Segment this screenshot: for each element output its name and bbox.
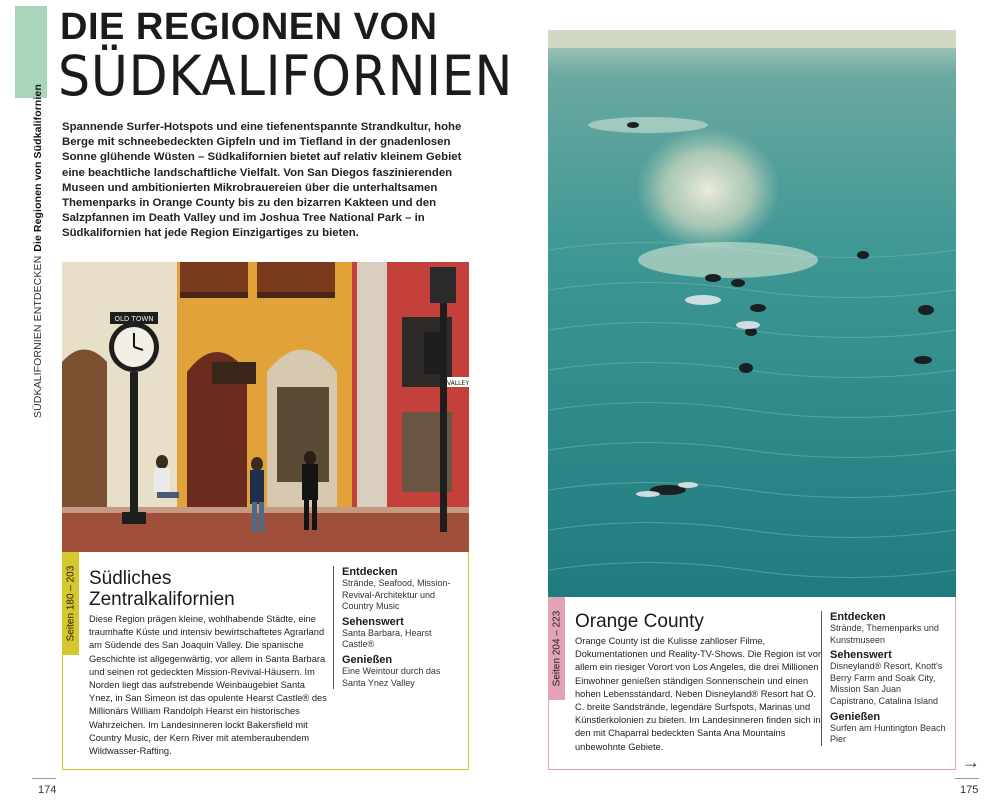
pages-tag-text: Seiten 180 – 203: [65, 565, 77, 642]
region-box-orange-county: [548, 597, 956, 770]
fact-text-sehenswert: Disneyland® Resort, Knott's Berry Farm and Soak City, Mission San Juan Capistrano, Catalina Island: [830, 661, 943, 706]
fact-text-geniessen: Eine Weintour durch das Santa Ynez Valley: [342, 665, 441, 688]
fact-text-sehenswert: Santa Barbara, Hearst Castle®: [342, 627, 432, 650]
pages-tag: [63, 552, 79, 655]
fact-heading-geniessen: Genießen: [342, 653, 393, 666]
fact-heading-sehenswert: Sehenswert: [342, 615, 404, 628]
region-name: Südliches Zentralkalifornien: [89, 568, 235, 610]
fact-heading-sehenswert: Sehenswert: [830, 649, 892, 662]
fact-heading-entdecken: Entdecken: [830, 611, 886, 623]
footer-rule-left: [32, 778, 56, 779]
footer-rule-right: [955, 778, 979, 779]
next-page-arrow-icon[interactable]: →: [962, 752, 980, 772]
region-description: Diese Region prägen kleine, wohlhabende Städte, eine traumhafte Küste und intensiv bewirtschaftetes Agrarland am Südende des San Joaquin Valley. Die spanische Geschichte ist allgegenwärtig, vor allem in Santa Barbara und seinen rot gedeckten Mission-Revival-Häusern. Im Norden liegt das aufstrebende Weinbaugebiet Santa Ynez, in San Simeon ist das opulente Hearst Castle® des Millionärs William Randolph Hearst ein historisches Wahrzeichen. Im Landesinneren lockt Bakersfield mit Country Music, der Kern River mit atemberaubendem Wildwasser-Rafting.: [89, 614, 327, 757]
fact-heading-geniessen: Genießen: [830, 710, 881, 723]
pages-tag: [549, 597, 565, 700]
intro-paragraph: Spannende Surfer-Hotspots und eine tiefenentspannte Strandkultur, hohe Berge mit schneebedeckten Gipfeln und im Tiefland in der gnadenlosen Sonne glühende Wüsten – Südkalifornien bietet auf relativ kleinem Gebiet eine beachtliche landschaftliche Vielfalt. Von San Diegos faszinierenden Museen und ambitionierten Mikrobrauereien über die unterhaltsamen Themenparks in Orange County bis zu den bizarren Kakteen und den Salzpfannen im Death Valley und im Joshua Tree National Park – in Südkalifornien hat jede Region Einzigartiges zu bieten.: [62, 121, 462, 240]
region-name: Orange County: [575, 611, 704, 632]
page-number-right: 175: [960, 784, 979, 796]
section-label: Die Regionen von Südkalifornien: [32, 84, 44, 252]
chapter-side-tab: [26, 84, 50, 418]
fact-text-entdecken: Strände, Themenparks und Kunstmuseen: [830, 623, 939, 645]
pages-tag-text: Seiten 204 – 223: [551, 610, 563, 687]
region-facts: [333, 566, 461, 689]
region-facts: [821, 611, 949, 746]
chapter-label: SÜDKALIFORNIEN ENTDECKEN: [32, 255, 44, 418]
region-box-central-california: [62, 552, 469, 770]
page-number-left: 174: [38, 784, 57, 796]
fact-text-entdecken: Strände, Seafood, Mission-Revival-Architektur und Country Music: [342, 578, 451, 612]
surfers-ocean-photo: [548, 30, 956, 597]
fact-heading-entdecken: Entdecken: [342, 566, 398, 578]
page-title-line2: SÜDKALIFORNIEN: [58, 44, 514, 108]
region-description: Orange County ist die Kulisse zahlloser Filme, Dokumentationen und Reality-TV-Shows. Die Region ist vor allem ein riesiger Vorort von Los Angeles, die drei Millionen Einwohner genießen ständigen Sonnenschein und einen hohen Lebensstandard. Neben Disneyland® Resort hat O. C. breite Sandstrände, legendäre Surfspots, Marinas und Künstlerkolonien zu bieten. Im Landesinneren finden sich in den mit Chaparral bedeckten Santa Ana Mountains unbewohnte Gebiete.: [575, 636, 821, 752]
fact-text-geniessen: Surfen am Huntington Beach Pier: [830, 722, 946, 745]
clock-sign-text: OLD TOWN: [114, 315, 154, 323]
santa-barbara-street-photo: [62, 262, 469, 552]
page-title-line1: DIE REGIONEN VON: [60, 6, 438, 48]
valley-sign-text: VALLEY: [447, 380, 469, 387]
